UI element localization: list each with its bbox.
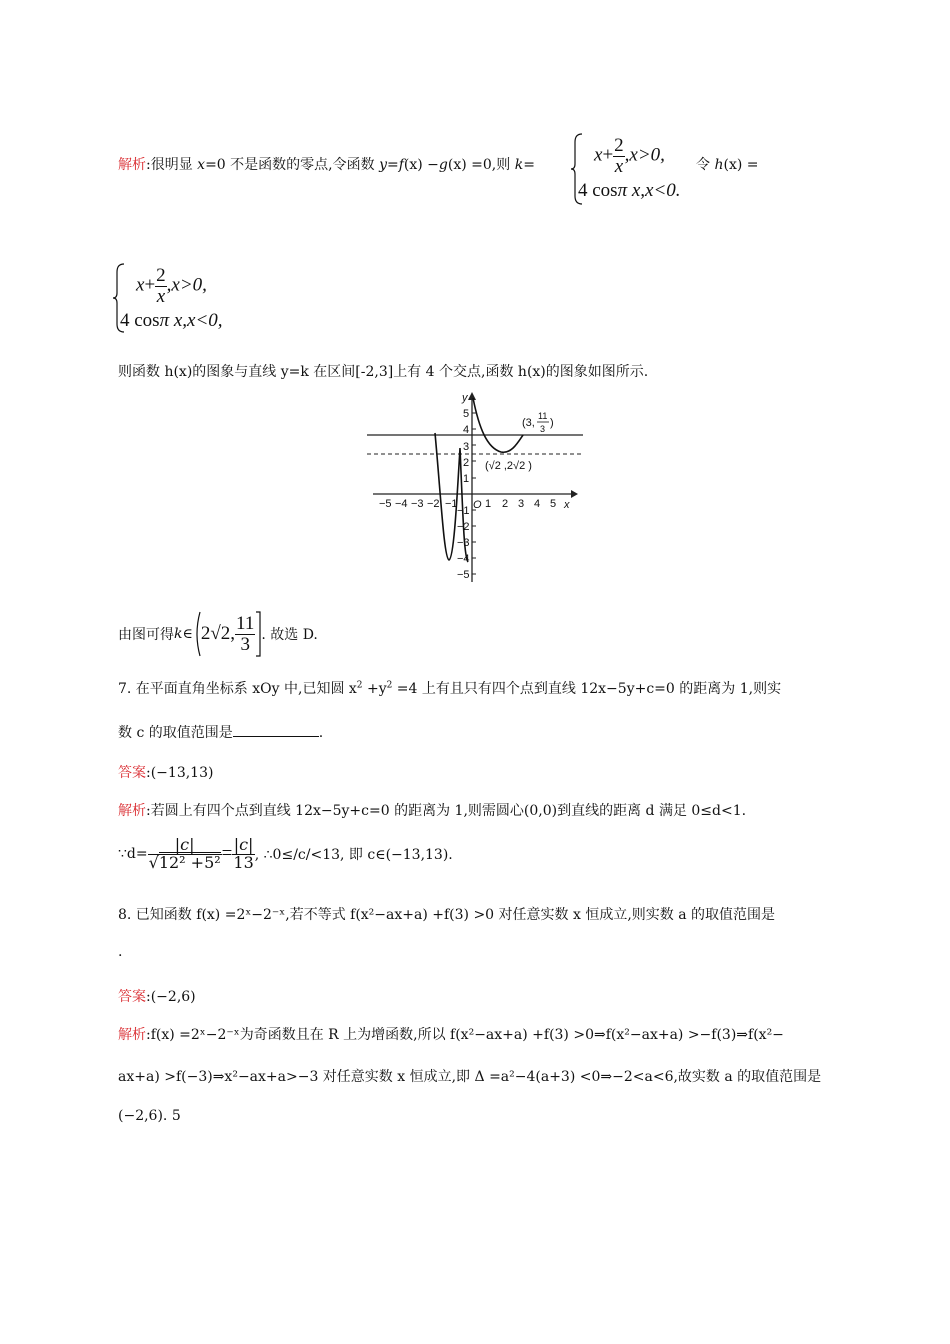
solution-7-line-1 [118, 800, 746, 820]
text: (x) [447, 157, 467, 173]
case-text: 4 cos [578, 180, 618, 201]
text: √2 [210, 623, 231, 644]
denominator: 13 [233, 852, 254, 872]
text: x [197, 157, 206, 173]
case-x: x [627, 180, 641, 201]
left-paren [193, 611, 201, 657]
x-axis-label: x [564, 499, 570, 511]
text: = [523, 157, 535, 173]
solution-8-line-3: (−2,6). 5 [118, 1108, 181, 1124]
case-text: 4 cos [120, 310, 160, 331]
text: =0 不是函数的零点,令函数 [205, 157, 380, 173]
radicand: 12² +5² [158, 852, 221, 872]
x-tick: −4 [395, 498, 408, 510]
x-tick: 3 [518, 498, 525, 510]
denominator: x [156, 285, 166, 307]
solution-7-line-2 [118, 830, 453, 878]
origin-label: O [473, 499, 482, 511]
solution-line-1-tail [696, 154, 758, 174]
point-label-1-den: 3 [540, 424, 546, 434]
text: g [438, 157, 448, 173]
superscript: 2 [356, 680, 363, 691]
text: . [318, 725, 324, 741]
solution-8-line-2: ax+a) >f(−3)⇒x²−ax+a>−3 对任意实数 x 恒成立,即 Δ =a²−4(a+3) <0⇒−2<a<6,故实数 a 的取值范围是 [118, 1069, 822, 1085]
case-x: x [594, 144, 603, 166]
case-2 [578, 180, 681, 202]
case-cond: ,x<0, [182, 310, 223, 331]
point-label-1: (3, [522, 417, 535, 429]
text: k [514, 157, 524, 173]
function-graph [365, 388, 587, 586]
x-tick: −5 [379, 498, 392, 510]
y-tick: −5 [457, 569, 470, 581]
y-tick: −2 [457, 521, 470, 533]
pi: π [159, 310, 170, 331]
x-tick: 5 [550, 498, 557, 510]
label-daan: 答案 [118, 989, 146, 1005]
case-cond: ,x>0, [166, 274, 207, 296]
fraction [235, 614, 255, 655]
case-cond: ,x>0, [624, 144, 665, 166]
text: y=f [379, 157, 404, 173]
case-plus: + [602, 144, 614, 166]
answer-text: :(−2,6) [146, 989, 196, 1005]
label-daan: 答案 [118, 765, 146, 781]
case-cond: ,x<0. [640, 180, 681, 201]
y-axis-label: y [462, 392, 468, 404]
denominator: 3 [240, 633, 250, 655]
case-1 [594, 136, 665, 177]
numerator: |c| [148, 837, 222, 855]
text: +y [362, 681, 387, 697]
text: 令 [696, 157, 715, 173]
x-tick: −2 [427, 498, 440, 510]
x-tick: −3 [411, 498, 424, 510]
case-2b [120, 310, 223, 332]
text: =4 上有且只有四个点到直线 12x−5y+c=0 的距离为 1,则实 [392, 681, 782, 697]
question-7-line-2 [118, 722, 323, 742]
numerator: 2 [156, 265, 166, 286]
label-jiexi: 解析 [118, 157, 146, 173]
text: − [422, 157, 439, 173]
y-tick: −4 [457, 553, 470, 565]
paragraph-2: 则函数 h(x)的图象与直线 y=k 在区间[-2,3]上有 4 个交点,函数 h(x)的图象如图所示. [118, 364, 649, 380]
numerator: 2 [614, 135, 624, 156]
case-x: x [169, 310, 183, 331]
answer-text: :(−13,13) [146, 765, 214, 781]
case-fraction [613, 136, 625, 177]
question-8-line-1: 8. 已知函数 f(x) =2ˣ−2⁻ˣ,若不等式 f(x²−ax+a) +f(3) >0 对任意实数 x 恒成立,则实数 a 的取值范围是 [118, 907, 776, 923]
text: 由图可得 [118, 627, 174, 643]
point-label-2: (√2 ,2√2 ) [485, 460, 532, 472]
x-tick: 2 [502, 498, 509, 510]
case-fraction [155, 266, 167, 307]
superscript: 2 [386, 680, 393, 691]
label-jiexi: 解析 [118, 1027, 146, 1043]
text: :若圆上有四个点到直线 12x−5y+c=0 的距离为 1,则需圆心(0,0)到直线的距离 d 满足 0≤d<1. [146, 803, 747, 819]
solution-8-line-1 [118, 1024, 784, 1044]
text: , ∴0≤/c/<13, 即 c∈(−13,13). [254, 847, 453, 863]
point-label-1-close: ) [550, 417, 554, 429]
case-1b [136, 266, 207, 307]
curve-rational [473, 398, 523, 452]
text: h [714, 157, 724, 173]
text: ∵d= [118, 846, 148, 862]
solution-line-1 [118, 154, 535, 174]
text: :很明显 [146, 157, 198, 173]
paragraph-3 [118, 608, 318, 660]
text: ∈ [182, 626, 193, 642]
case-plus: + [144, 274, 156, 296]
y-tick: 3 [463, 441, 470, 453]
text: (x) [403, 157, 423, 173]
x-tick: −1 [445, 498, 458, 510]
question-8-line-2: . [118, 944, 123, 960]
equals: = [221, 843, 233, 864]
answer-7 [118, 762, 213, 782]
distance-fraction [148, 834, 222, 872]
y-tick: 2 [463, 457, 470, 469]
y-tick: −1 [457, 505, 470, 517]
text: 2 [200, 623, 211, 644]
numerator: |c| [233, 834, 254, 854]
answer-8 [118, 986, 196, 1006]
case-x: x [136, 274, 145, 296]
y-tick: 1 [463, 473, 470, 485]
text: k [174, 626, 183, 642]
question-7-line-1 [118, 678, 781, 698]
text: =0,则 [466, 157, 515, 173]
text: :f(x) =2ˣ−2⁻ˣ为奇函数且在 R 上为增函数,所以 f(x²−ax+a) +f(3) >0⇒f(x²−ax+a) >−f(3)⇒f(x²− [146, 1027, 784, 1043]
pi: π [617, 180, 628, 201]
point-label-1-num: 11 [538, 411, 548, 421]
text: 数 c 的取值范围是 [118, 725, 233, 741]
fraction-13 [232, 834, 254, 872]
answer-blank[interactable] [233, 722, 319, 737]
text: . 故选 D. [261, 627, 318, 643]
numerator: 11 [236, 612, 255, 634]
text: , [230, 623, 236, 644]
label-jiexi: 解析 [118, 803, 146, 819]
x-tick: 1 [485, 498, 492, 510]
text: 7. 在平面直角坐标系 xOy 中,已知圆 x [118, 681, 357, 697]
y-tick: −3 [457, 537, 470, 549]
x-tick: 4 [534, 498, 541, 510]
text: (x) = [723, 157, 759, 173]
y-tick: 4 [463, 424, 470, 436]
denominator: x [614, 155, 624, 177]
y-tick: 5 [463, 408, 470, 420]
denominator: √12² +5² [148, 852, 221, 872]
